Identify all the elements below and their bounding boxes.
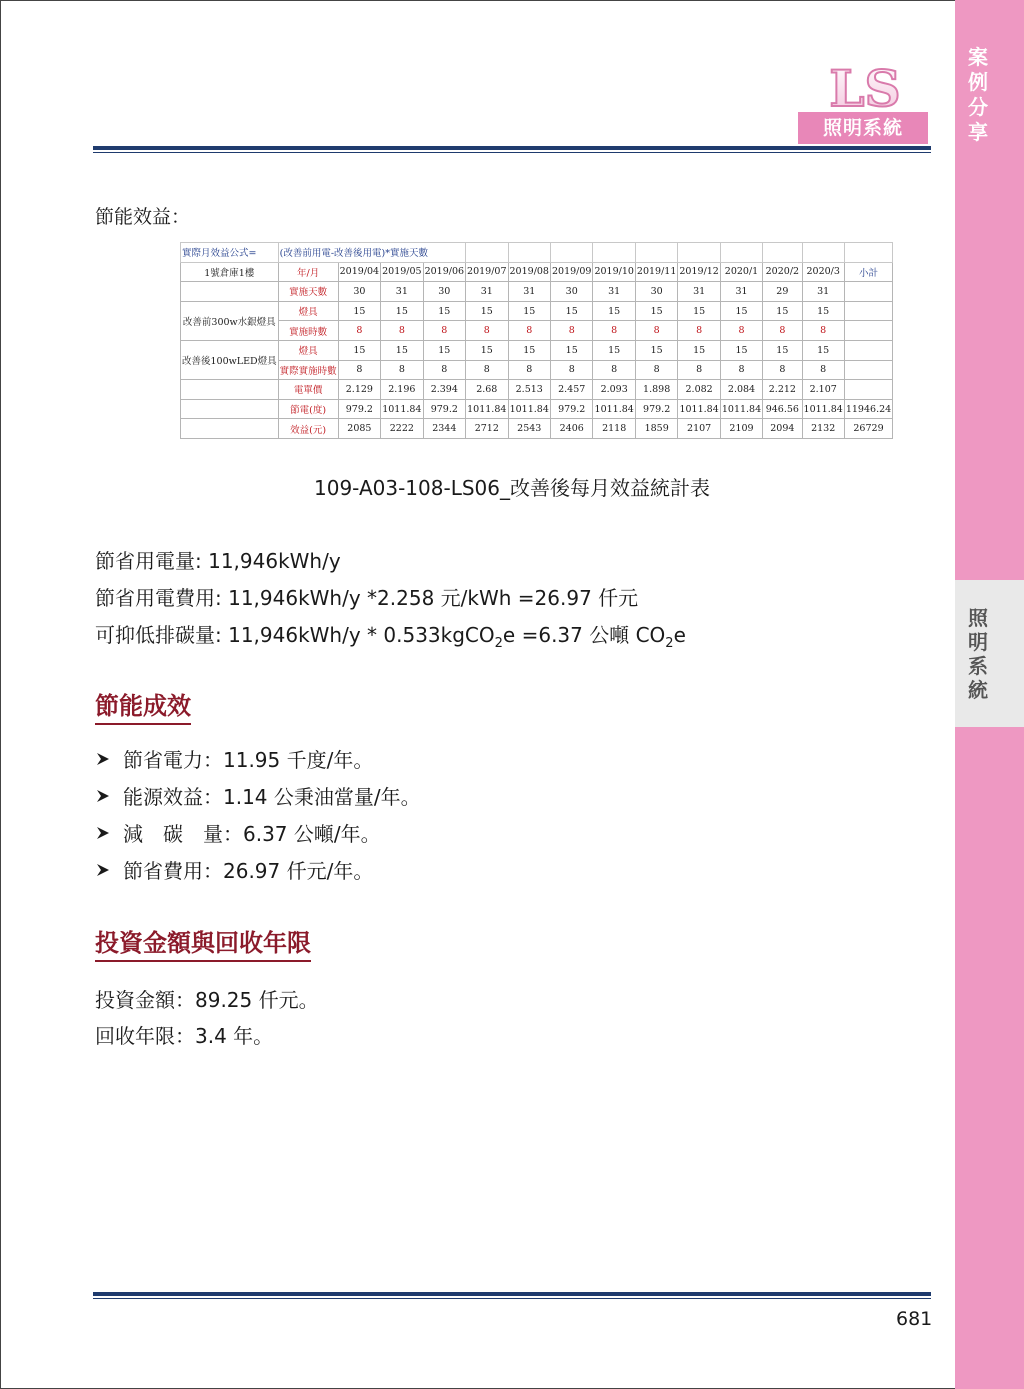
result-item-text: 能源效益：1.14 公秉油當量/年。: [123, 785, 421, 809]
table-month-header: 2019/10: [593, 262, 635, 282]
table-value: 8: [338, 321, 380, 341]
table-row-label: 實施天數: [278, 282, 338, 302]
table-value: 15: [593, 301, 635, 321]
table-cell: [181, 282, 279, 302]
table-value: 15: [720, 301, 762, 321]
results-heading: 節能成效: [95, 686, 191, 725]
header-rule: [93, 146, 931, 153]
table-row-label: 燈具: [278, 301, 338, 321]
table-value: 8: [802, 321, 844, 341]
side-category-char: 例: [968, 70, 988, 94]
table-value: 15: [550, 301, 592, 321]
table-month-header: 2019/09: [550, 262, 592, 282]
table-group-label: 改善後100wLED燈具: [181, 340, 279, 379]
table-value: 29: [763, 282, 802, 302]
table-value: 979.2: [423, 399, 465, 419]
table-value: 8: [763, 360, 802, 380]
table-value: 2406: [550, 419, 592, 439]
table-value: 8: [720, 321, 762, 341]
table-value: 15: [466, 340, 508, 360]
table-value: 8: [550, 360, 592, 380]
table-value: 15: [423, 340, 465, 360]
side-category-char: 享: [968, 120, 988, 144]
table-value: 31: [593, 282, 635, 302]
table-value: 2132: [802, 419, 844, 439]
table-value: 1011.84: [593, 399, 635, 419]
table-value: 2.084: [720, 380, 762, 400]
calc-line-carbon: [95, 619, 686, 651]
table-value: 1011.84: [678, 399, 720, 419]
arrow-bullet-icon: [95, 862, 111, 878]
table-cell: [181, 380, 279, 400]
header-badge: 照明系統: [798, 112, 928, 144]
table-month-header: 2020/2: [763, 262, 802, 282]
table-row-price: [181, 380, 893, 400]
table-subtotal-header: 小計: [844, 262, 892, 282]
table-total: 11946.24: [844, 399, 892, 419]
table-row-before-hours: [181, 321, 893, 341]
table-value: 8: [763, 321, 802, 341]
table-value: 1.898: [635, 380, 677, 400]
table-value: 15: [466, 301, 508, 321]
table-value: 15: [338, 340, 380, 360]
table-month-header: 2019/05: [381, 262, 423, 282]
table-value: 31: [381, 282, 423, 302]
calc-carbon-text-b: e =6.37 公噸 CO: [502, 623, 666, 647]
table-value: 1859: [635, 419, 677, 439]
result-item: [95, 744, 373, 773]
table-cell: [844, 380, 892, 400]
table-value: 2.196: [381, 380, 423, 400]
table-value: 2.68: [466, 380, 508, 400]
table-value: 8: [678, 321, 720, 341]
table-month-header: 2019/04: [338, 262, 380, 282]
table-value: 31: [466, 282, 508, 302]
table-row-after-hours: [181, 360, 893, 380]
table-row-label: 實施時數: [278, 321, 338, 341]
table-value: 15: [635, 340, 677, 360]
investment-amount: 投資金額：89.25 仟元。: [95, 988, 319, 1012]
table-value: 8: [635, 321, 677, 341]
table-formula-label: 實際月效益公式=: [181, 243, 279, 263]
table-value: 15: [763, 340, 802, 360]
table-value: 31: [802, 282, 844, 302]
table-value: 8: [338, 360, 380, 380]
ls-logo-text: LS: [829, 64, 901, 112]
table-month-header: 2020/3: [802, 262, 844, 282]
table-value: 15: [550, 340, 592, 360]
table-value: 15: [635, 301, 677, 321]
table-value: 2.457: [550, 380, 592, 400]
table-value: 15: [802, 340, 844, 360]
table-value: 15: [720, 340, 762, 360]
side-section-label: [958, 606, 998, 702]
side-section-char: 統: [968, 678, 988, 702]
table-row-after-fixtures: [181, 340, 893, 360]
table-row-savings: [181, 399, 893, 419]
table-row-label: 效益(元): [278, 419, 338, 439]
table-value: 15: [338, 301, 380, 321]
table-month-header: 2019/12: [678, 262, 720, 282]
table-value: 2344: [423, 419, 465, 439]
table-row-label: 實際實施時數: [278, 360, 338, 380]
table-value: 15: [763, 301, 802, 321]
monthly-benefit-table: [180, 242, 893, 439]
table-value: 8: [720, 360, 762, 380]
calc-carbon-text-c: e: [673, 623, 686, 647]
table-value: 8: [593, 321, 635, 341]
side-section-char: 明: [968, 630, 988, 654]
table-value: 8: [508, 360, 550, 380]
table-month-header: 2019/08: [508, 262, 550, 282]
table-value: 15: [508, 340, 550, 360]
table-cell: [678, 243, 720, 263]
table-value: 8: [508, 321, 550, 341]
table-formula-expression: (改善前用電-改善後用電)*實施天數: [278, 243, 465, 263]
table-month-header: 2019/06: [423, 262, 465, 282]
result-item-text: 節省電力：11.95 千度/年。: [123, 748, 374, 772]
table-value: 2107: [678, 419, 720, 439]
table-row-label: 節電(度): [278, 399, 338, 419]
table-value: 8: [466, 360, 508, 380]
calc-line-energy: 節省用電量: 11,946kWh/y: [95, 549, 341, 573]
table-value: 15: [381, 301, 423, 321]
arrow-bullet-icon: [95, 788, 111, 804]
table-value: 8: [423, 321, 465, 341]
table-site-label: 1號倉庫1樓: [181, 262, 279, 282]
table-value: 15: [593, 340, 635, 360]
result-item: [95, 818, 381, 847]
table-value: 8: [423, 360, 465, 380]
side-section-char: 照: [968, 606, 988, 630]
calc-line-cost: 節省用電費用: 11,946kWh/y *2.258 元/kWh =26.97 仟元: [95, 586, 639, 610]
table-value: 8: [550, 321, 592, 341]
table-value: 1011.84: [508, 399, 550, 419]
table-month-header: 2019/07: [466, 262, 508, 282]
table-value: 15: [678, 301, 720, 321]
table-value: 1011.84: [802, 399, 844, 419]
footer-rule: [93, 1292, 931, 1299]
side-category-label: [958, 45, 998, 145]
table-value: 30: [635, 282, 677, 302]
table-row-header: [181, 262, 893, 282]
table-month-header: 2019/11: [635, 262, 677, 282]
table-value: 1011.84: [720, 399, 762, 419]
table-value: 15: [508, 301, 550, 321]
table-cell: [844, 301, 892, 321]
result-item-text: 節省費用：26.97 仟元/年。: [123, 859, 374, 883]
table-value: 8: [678, 360, 720, 380]
table-value: 2109: [720, 419, 762, 439]
table-value: 2.129: [338, 380, 380, 400]
table-cell: [550, 243, 592, 263]
table-value: 2222: [381, 419, 423, 439]
result-item: [95, 781, 421, 810]
calc-carbon-sub-1: 2: [494, 636, 503, 651]
table-value: 8: [381, 360, 423, 380]
table-value: 30: [423, 282, 465, 302]
table-value: 30: [550, 282, 592, 302]
table-value: 2094: [763, 419, 802, 439]
table-row-benefit: [181, 419, 893, 439]
result-item: [95, 855, 373, 884]
side-category-char: 分: [968, 95, 988, 119]
table-value: 979.2: [635, 399, 677, 419]
table-value: 15: [802, 301, 844, 321]
table-period-label: 年/月: [278, 262, 338, 282]
table-value: 1011.84: [466, 399, 508, 419]
calc-carbon-text-a: 可抑低排碳量: 11,946kWh/y * 0.533kgCO: [95, 623, 495, 647]
table-value: 15: [381, 340, 423, 360]
table-cell: [844, 321, 892, 341]
table-row-days: [181, 282, 893, 302]
table-value: 2118: [593, 419, 635, 439]
table-cell: [508, 243, 550, 263]
table-caption: 109-A03-108-LS06_改善後每月效益統計表: [314, 476, 710, 500]
table-value: 15: [423, 301, 465, 321]
investment-heading: 投資金額與回收年限: [95, 923, 311, 962]
table-value: 31: [508, 282, 550, 302]
page-number: 681: [896, 1308, 933, 1330]
payback-period: 回收年限：3.4 年。: [95, 1024, 274, 1048]
table-row-label: 電單價: [278, 380, 338, 400]
table-value: 2.394: [423, 380, 465, 400]
result-item-text: 減 碳 量：6.37 公噸/年。: [123, 822, 381, 846]
table-value: 2.513: [508, 380, 550, 400]
table-cell: [593, 243, 635, 263]
table-cell: [844, 282, 892, 302]
table-cell: [720, 243, 762, 263]
table-value: 8: [635, 360, 677, 380]
table-cell: [181, 419, 279, 439]
side-section-char: 系: [968, 654, 988, 678]
table-row-label: 燈具: [278, 340, 338, 360]
table-cell: [844, 243, 892, 263]
table-value: 2.212: [763, 380, 802, 400]
table-value: 979.2: [338, 399, 380, 419]
table-row-formula: [181, 243, 893, 263]
table-value: 946.56: [763, 399, 802, 419]
table-value: 8: [593, 360, 635, 380]
table-value: 2543: [508, 419, 550, 439]
table-cell: [802, 243, 844, 263]
table-value: 2.107: [802, 380, 844, 400]
arrow-bullet-icon: [95, 825, 111, 841]
table-value: 2.093: [593, 380, 635, 400]
ls-logo: [815, 64, 915, 112]
table-row-before-fixtures: [181, 301, 893, 321]
table-cell: [181, 399, 279, 419]
table-value: 8: [802, 360, 844, 380]
table-value: 2.082: [678, 380, 720, 400]
table-value: 15: [678, 340, 720, 360]
table-group-label: 改善前300w水銀燈具: [181, 301, 279, 340]
side-category-char: 案: [968, 45, 988, 69]
table-value: 1011.84: [381, 399, 423, 419]
table-value: 979.2: [550, 399, 592, 419]
table-value: 30: [338, 282, 380, 302]
table-value: 2085: [338, 419, 380, 439]
table-cell: [466, 243, 508, 263]
table-value: 31: [678, 282, 720, 302]
table-cell: [844, 340, 892, 360]
table-total: 26729: [844, 419, 892, 439]
section-title: 節能效益：: [95, 206, 191, 228]
table-cell: [635, 243, 677, 263]
table-value: 31: [720, 282, 762, 302]
arrow-bullet-icon: [95, 751, 111, 767]
table-value: 8: [466, 321, 508, 341]
table-cell: [844, 360, 892, 380]
table-month-header: 2020/1: [720, 262, 762, 282]
table-cell: [763, 243, 802, 263]
table-value: 8: [381, 321, 423, 341]
calc-carbon-sub-2: 2: [665, 636, 674, 651]
table-value: 2712: [466, 419, 508, 439]
